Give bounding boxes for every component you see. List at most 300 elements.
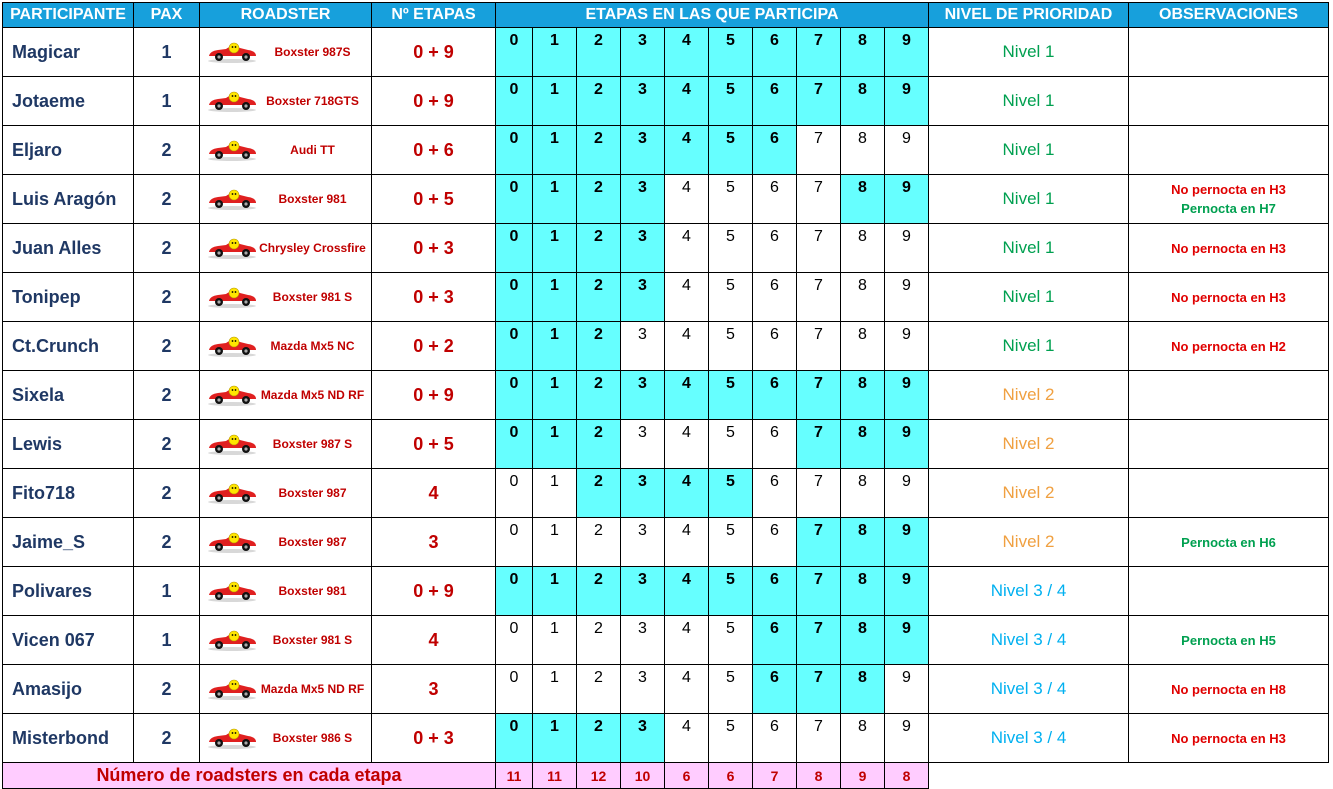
stage-cell: 9 (885, 224, 929, 273)
roadster-cell (200, 616, 372, 665)
stage-cell: 4 (665, 28, 709, 77)
stage-cell: 1 (533, 665, 577, 714)
stage-cell: 1 (533, 322, 577, 371)
participant-name: Ct.Crunch (3, 322, 134, 371)
stage-cell: 6 (753, 77, 797, 126)
roadster-cell (200, 175, 372, 224)
car-icon (206, 531, 258, 553)
stage-cell: 1 (533, 371, 577, 420)
stage-cell: 2 (577, 175, 621, 224)
stage-cell: 7 (797, 175, 841, 224)
stage-cell: 2 (577, 126, 621, 175)
stage-cell: 4 (665, 420, 709, 469)
table-row (3, 322, 1329, 371)
stage-cell: 7 (797, 665, 841, 714)
stage-cell: 1 (533, 567, 577, 616)
stage-count: 8 (885, 763, 929, 789)
stage-cell: 0 (496, 567, 533, 616)
n-etapas: 0 + 9 (372, 567, 496, 616)
stage-cell: 7 (797, 224, 841, 273)
stage-cell: 7 (797, 371, 841, 420)
pax-count: 2 (134, 420, 200, 469)
pax-count: 1 (134, 28, 200, 77)
stage-cell: 0 (496, 224, 533, 273)
observations (1129, 322, 1329, 371)
roadster-model: Boxster 981 S (272, 290, 353, 304)
stage-cell: 8 (841, 616, 885, 665)
stage-cell: 6 (753, 469, 797, 518)
header-participante: PARTICIPANTE (3, 3, 134, 28)
pax-count: 2 (134, 518, 200, 567)
stage-count: 9 (841, 763, 885, 789)
roadster-model: Audi TT (290, 143, 335, 157)
observation-note: No pernocta en H3 (1171, 240, 1286, 256)
stage-cell: 6 (753, 567, 797, 616)
stage-cell: 4 (665, 273, 709, 322)
observations (1129, 616, 1329, 665)
observation-note: No pernocta en H2 (1171, 338, 1286, 354)
stage-cell: 3 (621, 28, 665, 77)
stage-cell: 9 (885, 175, 929, 224)
stage-cell: 8 (841, 665, 885, 714)
stage-cell: 9 (885, 567, 929, 616)
observation-note: No pernocta en H3 (1171, 289, 1286, 305)
table-row (3, 420, 1329, 469)
pax-count: 2 (134, 714, 200, 763)
stage-cell: 3 (621, 714, 665, 763)
roadster-cell (200, 420, 372, 469)
stage-cell: 6 (753, 322, 797, 371)
participant-name: Jaime_S (3, 518, 134, 567)
stage-cell: 4 (665, 371, 709, 420)
header-nivel-prioridad: NIVEL DE PRIORIDAD (929, 3, 1129, 28)
roadster-model: Boxster 718GTS (266, 94, 359, 108)
priority-level: Nivel 1 (929, 322, 1129, 371)
observations (1129, 28, 1329, 77)
roadster-cell (200, 469, 372, 518)
pax-count: 2 (134, 175, 200, 224)
stage-cell: 2 (577, 665, 621, 714)
stage-cell: 4 (665, 77, 709, 126)
pax-count: 1 (134, 616, 200, 665)
stage-cell: 6 (753, 665, 797, 714)
priority-level: Nivel 1 (929, 175, 1129, 224)
table-row (3, 469, 1329, 518)
stage-cell: 5 (709, 518, 753, 567)
priority-level: Nivel 2 (929, 518, 1129, 567)
stage-cell: 5 (709, 175, 753, 224)
participant-name: Tonipep (3, 273, 134, 322)
table-row (3, 665, 1329, 714)
stage-cell: 4 (665, 616, 709, 665)
n-etapas: 4 (372, 616, 496, 665)
stage-cell: 6 (753, 371, 797, 420)
stage-cell: 8 (841, 371, 885, 420)
roadster-model: Boxster 986 S (272, 731, 353, 745)
stage-cell: 0 (496, 616, 533, 665)
stage-cell: 8 (841, 322, 885, 371)
priority-level: Nivel 2 (929, 469, 1129, 518)
priority-level: Nivel 3 / 4 (929, 714, 1129, 763)
car-icon (206, 482, 258, 504)
stage-cell: 0 (496, 518, 533, 567)
stage-cell: 5 (709, 322, 753, 371)
stage-cell: 3 (621, 567, 665, 616)
stage-cell: 7 (797, 714, 841, 763)
stage-cell: 2 (577, 224, 621, 273)
observations (1129, 126, 1329, 175)
observations (1129, 420, 1329, 469)
participant-name: Misterbond (3, 714, 134, 763)
header-observaciones: OBSERVACIONES (1129, 3, 1329, 28)
stage-cell: 8 (841, 567, 885, 616)
priority-level: Nivel 3 / 4 (929, 665, 1129, 714)
car-icon (206, 90, 258, 112)
stage-cell: 1 (533, 714, 577, 763)
priority-level: Nivel 3 / 4 (929, 616, 1129, 665)
stage-cell: 4 (665, 518, 709, 567)
stage-cell: 0 (496, 371, 533, 420)
stage-cell: 1 (533, 420, 577, 469)
participant-name: Sixela (3, 371, 134, 420)
roadster-model: Chrysley Crossfire (259, 241, 366, 255)
table-body (3, 28, 1329, 763)
footer-label: Número de roadsters en cada etapa (3, 763, 496, 789)
stage-cell: 0 (496, 126, 533, 175)
table-row (3, 714, 1329, 763)
observations (1129, 371, 1329, 420)
observations (1129, 714, 1329, 763)
stage-cell: 7 (797, 273, 841, 322)
car-icon (206, 433, 258, 455)
table-row (3, 567, 1329, 616)
participant-name: Jotaeme (3, 77, 134, 126)
stage-count: 11 (496, 763, 533, 789)
stage-cell: 9 (885, 28, 929, 77)
observations (1129, 469, 1329, 518)
stage-cell: 8 (841, 28, 885, 77)
observation-note: Pernocta en H5 (1181, 632, 1276, 648)
stage-cell: 1 (533, 28, 577, 77)
participant-name: Juan Alles (3, 224, 134, 273)
priority-level: Nivel 2 (929, 371, 1129, 420)
header-etapas-participa: ETAPAS EN LAS QUE PARTICIPA (496, 3, 929, 28)
stage-cell: 1 (533, 469, 577, 518)
header-roadster: ROADSTER (200, 3, 372, 28)
stage-cell: 2 (577, 420, 621, 469)
stage-cell: 6 (753, 420, 797, 469)
pax-count: 2 (134, 371, 200, 420)
stage-cell: 7 (797, 616, 841, 665)
roadster-model: Boxster 987 (278, 486, 347, 500)
stage-cell: 9 (885, 371, 929, 420)
stage-cell: 1 (533, 518, 577, 567)
stage-cell: 3 (621, 175, 665, 224)
stage-cell: 1 (533, 616, 577, 665)
stage-cell: 2 (577, 567, 621, 616)
pax-count: 2 (134, 665, 200, 714)
n-etapas: 4 (372, 469, 496, 518)
n-etapas: 3 (372, 518, 496, 567)
priority-level: Nivel 3 / 4 (929, 567, 1129, 616)
stage-cell: 7 (797, 126, 841, 175)
stage-cell: 7 (797, 420, 841, 469)
stage-cell: 5 (709, 469, 753, 518)
stage-cell: 0 (496, 28, 533, 77)
observations (1129, 273, 1329, 322)
n-etapas: 0 + 3 (372, 224, 496, 273)
roadster-model: Boxster 987 (278, 535, 347, 549)
pax-count: 2 (134, 273, 200, 322)
stage-cell: 0 (496, 273, 533, 322)
participants-table (2, 2, 1329, 789)
stage-cell: 3 (621, 273, 665, 322)
stage-cell: 2 (577, 469, 621, 518)
stage-cell: 1 (533, 77, 577, 126)
observations (1129, 567, 1329, 616)
car-icon (206, 384, 258, 406)
stage-cell: 5 (709, 420, 753, 469)
stage-cell: 5 (709, 126, 753, 175)
participant-name: Luis Aragón (3, 175, 134, 224)
roadster-model: Mazda Mx5 ND RF (260, 388, 365, 402)
roadster-cell (200, 28, 372, 77)
stage-cell: 5 (709, 77, 753, 126)
stage-cell: 8 (841, 469, 885, 518)
stage-count: 7 (753, 763, 797, 789)
roadster-cell (200, 77, 372, 126)
stage-cell: 3 (621, 518, 665, 567)
roadster-cell (200, 224, 372, 273)
observations (1129, 518, 1329, 567)
stage-cell: 0 (496, 420, 533, 469)
participant-name: Fito718 (3, 469, 134, 518)
stage-cell: 2 (577, 322, 621, 371)
n-etapas: 3 (372, 665, 496, 714)
roadster-cell (200, 322, 372, 371)
stage-cell: 9 (885, 518, 929, 567)
table-row (3, 518, 1329, 567)
stage-cell: 4 (665, 469, 709, 518)
stage-count: 6 (665, 763, 709, 789)
priority-level: Nivel 1 (929, 28, 1129, 77)
stage-cell: 7 (797, 567, 841, 616)
table-row (3, 224, 1329, 273)
stage-cell: 3 (621, 469, 665, 518)
pax-count: 2 (134, 126, 200, 175)
stage-cell: 8 (841, 224, 885, 273)
stage-cell: 1 (533, 224, 577, 273)
stage-cell: 0 (496, 175, 533, 224)
stage-cell: 0 (496, 714, 533, 763)
stage-cell: 4 (665, 665, 709, 714)
stage-cell: 0 (496, 469, 533, 518)
roadster-model: Mazda Mx5 NC (270, 339, 355, 353)
table-row (3, 175, 1329, 224)
n-etapas: 0 + 3 (372, 273, 496, 322)
car-icon (206, 41, 258, 63)
observations (1129, 175, 1329, 224)
stage-cell: 8 (841, 518, 885, 567)
participant-name: Amasijo (3, 665, 134, 714)
participant-name: Polivares (3, 567, 134, 616)
stage-cell: 2 (577, 273, 621, 322)
stage-cell: 9 (885, 616, 929, 665)
stage-cell: 4 (665, 567, 709, 616)
stage-cell: 0 (496, 665, 533, 714)
stage-cell: 6 (753, 224, 797, 273)
stage-cell: 8 (841, 126, 885, 175)
table-row (3, 126, 1329, 175)
stage-cell: 7 (797, 518, 841, 567)
pax-count: 2 (134, 469, 200, 518)
stage-cell: 1 (533, 273, 577, 322)
n-etapas: 0 + 5 (372, 420, 496, 469)
stage-cell: 5 (709, 665, 753, 714)
stage-cell: 9 (885, 665, 929, 714)
car-icon (206, 139, 258, 161)
stage-cell: 6 (753, 714, 797, 763)
n-etapas: 0 + 6 (372, 126, 496, 175)
roadster-cell (200, 273, 372, 322)
car-icon (206, 678, 258, 700)
roadster-model: Boxster 987 S (272, 437, 353, 451)
stage-cell: 2 (577, 28, 621, 77)
stage-cell: 5 (709, 567, 753, 616)
stage-cell: 2 (577, 616, 621, 665)
stage-cell: 6 (753, 273, 797, 322)
stage-cell: 7 (797, 469, 841, 518)
stage-cell: 2 (577, 371, 621, 420)
car-icon (206, 727, 258, 749)
n-etapas: 0 + 3 (372, 714, 496, 763)
table-row (3, 273, 1329, 322)
stage-count: 6 (709, 763, 753, 789)
car-icon (206, 580, 258, 602)
table-row (3, 28, 1329, 77)
stage-cell: 4 (665, 714, 709, 763)
participant-name: Lewis (3, 420, 134, 469)
n-etapas: 0 + 2 (372, 322, 496, 371)
stage-cell: 9 (885, 273, 929, 322)
priority-level: Nivel 1 (929, 273, 1129, 322)
stage-cell: 7 (797, 28, 841, 77)
priority-level: Nivel 1 (929, 77, 1129, 126)
roadster-cell (200, 567, 372, 616)
stage-cell: 4 (665, 322, 709, 371)
pax-count: 1 (134, 77, 200, 126)
stage-cell: 0 (496, 322, 533, 371)
stage-count: 11 (533, 763, 577, 789)
observations (1129, 224, 1329, 273)
priority-level: Nivel 1 (929, 126, 1129, 175)
stage-cell: 6 (753, 616, 797, 665)
n-etapas: 0 + 5 (372, 175, 496, 224)
roadster-model: Boxster 981 S (272, 633, 353, 647)
priority-level: Nivel 1 (929, 224, 1129, 273)
stage-cell: 2 (577, 714, 621, 763)
footer-row (3, 763, 1329, 789)
stage-cell: 1 (533, 126, 577, 175)
pax-count: 2 (134, 224, 200, 273)
roadster-cell (200, 126, 372, 175)
header-pax: PAX (134, 3, 200, 28)
observations (1129, 665, 1329, 714)
stage-cell: 4 (665, 175, 709, 224)
car-icon (206, 629, 258, 651)
roadster-model: Boxster 981 (278, 584, 347, 598)
stage-cell: 1 (533, 175, 577, 224)
stage-cell: 5 (709, 371, 753, 420)
observation-note: Pernocta en H7 (1181, 201, 1276, 216)
footer-empty (929, 763, 1129, 789)
stage-cell: 6 (753, 28, 797, 77)
pax-count: 1 (134, 567, 200, 616)
table-row (3, 371, 1329, 420)
car-icon (206, 188, 258, 210)
stage-cell: 6 (753, 126, 797, 175)
observation-note: Pernocta en H6 (1181, 534, 1276, 550)
n-etapas: 0 + 9 (372, 28, 496, 77)
car-icon (206, 286, 258, 308)
stage-cell: 2 (577, 77, 621, 126)
roadster-cell (200, 665, 372, 714)
stage-cell: 9 (885, 420, 929, 469)
stage-cell: 9 (885, 714, 929, 763)
stage-cell: 5 (709, 714, 753, 763)
roadster-model: Boxster 981 (278, 192, 347, 206)
pax-count: 2 (134, 322, 200, 371)
stage-count: 8 (797, 763, 841, 789)
stage-cell: 8 (841, 714, 885, 763)
stage-cell: 6 (753, 175, 797, 224)
stage-cell: 3 (621, 77, 665, 126)
stage-cell: 9 (885, 469, 929, 518)
stage-cell: 9 (885, 126, 929, 175)
roadster-cell (200, 518, 372, 567)
stage-cell: 3 (621, 224, 665, 273)
stage-cell: 0 (496, 77, 533, 126)
header-n-etapas: Nº ETAPAS (372, 3, 496, 28)
stage-count: 12 (577, 763, 621, 789)
stage-cell: 8 (841, 273, 885, 322)
stage-cell: 5 (709, 616, 753, 665)
n-etapas: 0 + 9 (372, 77, 496, 126)
stage-cell: 3 (621, 420, 665, 469)
stage-cell: 5 (709, 273, 753, 322)
table-row (3, 77, 1329, 126)
observation-note: No pernocta en H3 (1171, 730, 1286, 746)
stage-cell: 8 (841, 77, 885, 126)
roadster-model: Boxster 987S (274, 45, 351, 59)
stage-cell: 7 (797, 322, 841, 371)
car-icon (206, 335, 258, 357)
stage-cell: 5 (709, 224, 753, 273)
stage-cell: 3 (621, 126, 665, 175)
stage-cell: 8 (841, 420, 885, 469)
participant-name: Eljaro (3, 126, 134, 175)
n-etapas: 0 + 9 (372, 371, 496, 420)
participant-name: Vicen 067 (3, 616, 134, 665)
roadster-model: Mazda Mx5 ND RF (260, 682, 365, 696)
stage-cell: 3 (621, 665, 665, 714)
footer-empty (1129, 763, 1329, 789)
car-icon (206, 237, 258, 259)
table-row (3, 616, 1329, 665)
stage-cell: 3 (621, 616, 665, 665)
stage-cell: 4 (665, 224, 709, 273)
observation-note: No pernocta en H3 (1171, 182, 1286, 197)
